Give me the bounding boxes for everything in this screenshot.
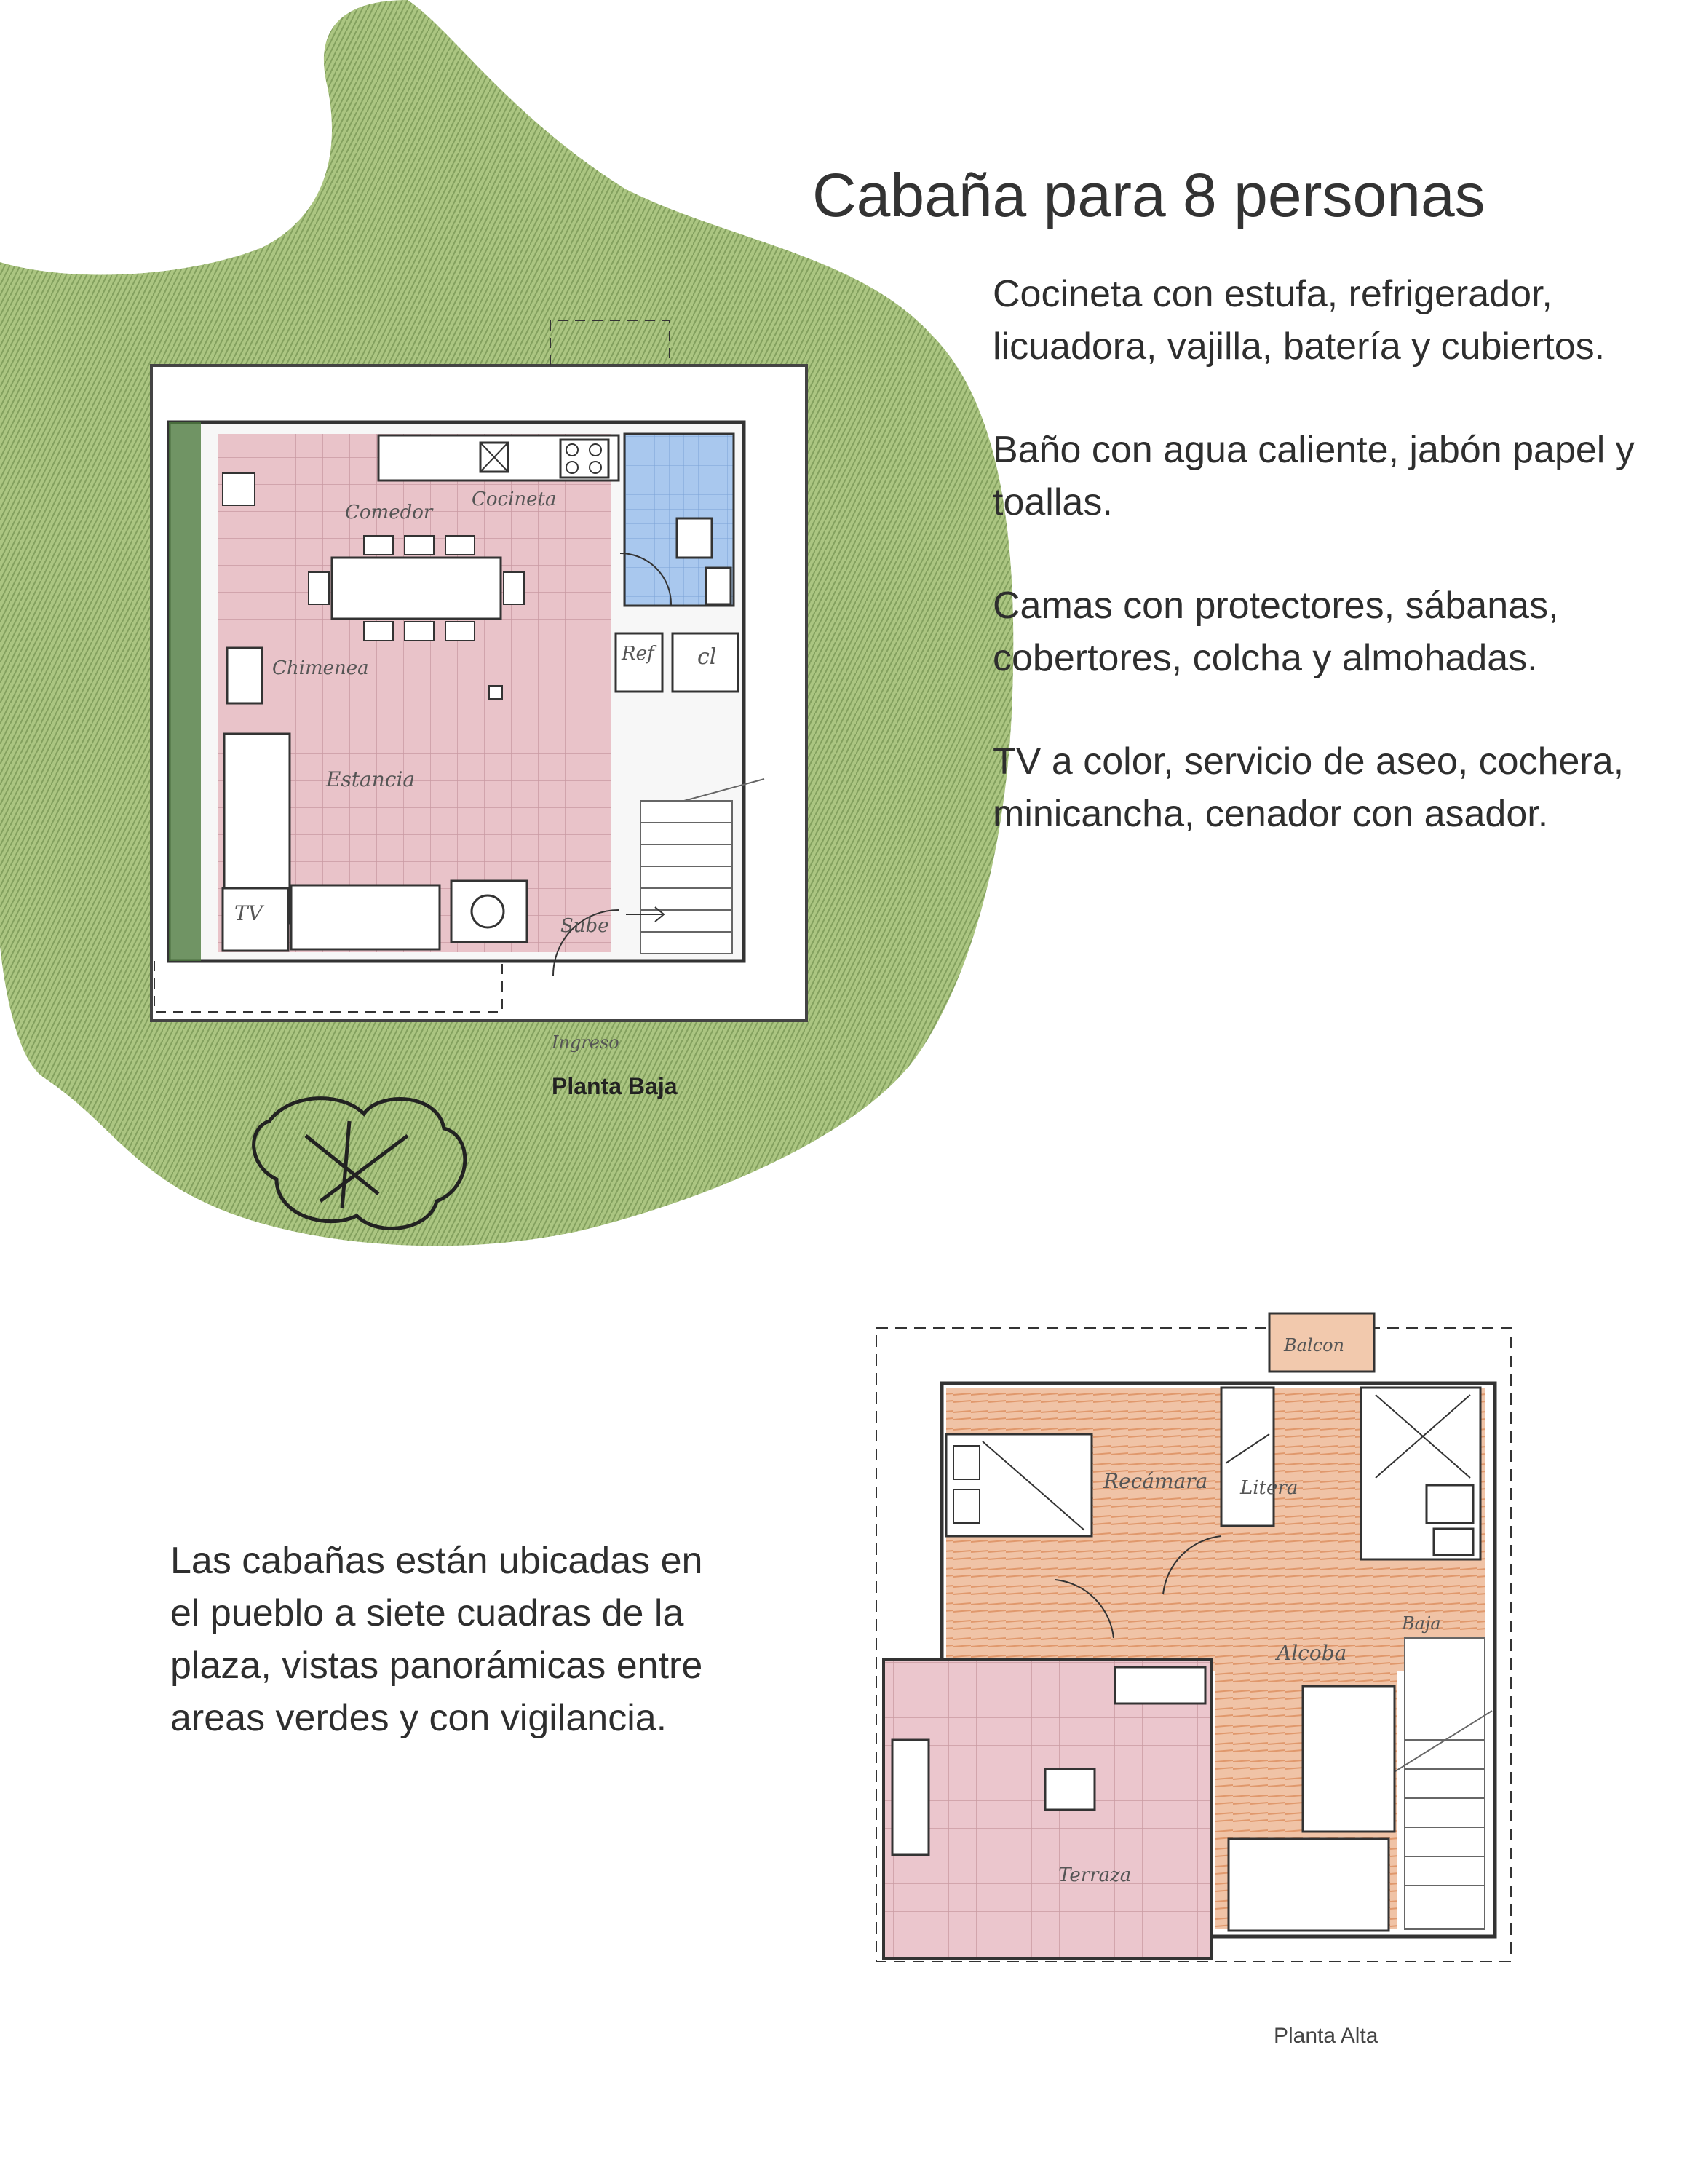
location-description: Las cabañas están ubicadas en el pueblo a siete cuadras de la plaza, vistas panorámicas entre areas verdes y con vigilancia. bbox=[170, 1540, 703, 1739]
label-ingreso: Ingreso bbox=[552, 1032, 619, 1053]
label-baja: Baja bbox=[1402, 1613, 1441, 1634]
hedge bbox=[169, 422, 201, 961]
page-title: Cabaña para 8 personas bbox=[812, 161, 1485, 229]
label-ref: Ref bbox=[622, 643, 654, 665]
fireplace bbox=[227, 648, 262, 703]
label-sube: Sube bbox=[560, 915, 609, 937]
caption-planta-baja: Planta Baja bbox=[552, 1073, 678, 1099]
features-list bbox=[993, 268, 1648, 891]
dining-table bbox=[332, 558, 501, 619]
label-terraza: Terraza bbox=[1058, 1864, 1132, 1886]
label-estancia: Estancia bbox=[326, 767, 416, 791]
label-comedor: Comedor bbox=[345, 502, 433, 523]
label-recamara: Recámara bbox=[1103, 1469, 1208, 1493]
label-cocineta: Cocineta bbox=[472, 488, 557, 510]
label-alcoba: Alcoba bbox=[1277, 1641, 1347, 1665]
caption-planta-alta: Planta Alta bbox=[1274, 2024, 1378, 2048]
label-balcon: Balcon bbox=[1284, 1335, 1344, 1356]
feature-bano: Baño con agua caliente, jabón papel y toallas. bbox=[993, 429, 1635, 523]
planta-alta-drawing bbox=[866, 1303, 1536, 1995]
label-chimenea: Chimenea bbox=[272, 657, 369, 679]
feature-camas: Camas con protectores, sábanas, cobertores, colcha y almohadas. bbox=[993, 585, 1559, 679]
feature-cocineta: Cocineta con estufa, refrigerador, licuadora, vajilla, batería y cubiertos. bbox=[993, 273, 1606, 368]
label-tv: TV bbox=[234, 901, 263, 925]
feature-servicios: TV a color, servicio de aseo, cochera, minicancha, cenador con asador. bbox=[993, 740, 1624, 835]
label-litera: Litera bbox=[1240, 1477, 1298, 1499]
label-cl: cl bbox=[697, 644, 717, 670]
